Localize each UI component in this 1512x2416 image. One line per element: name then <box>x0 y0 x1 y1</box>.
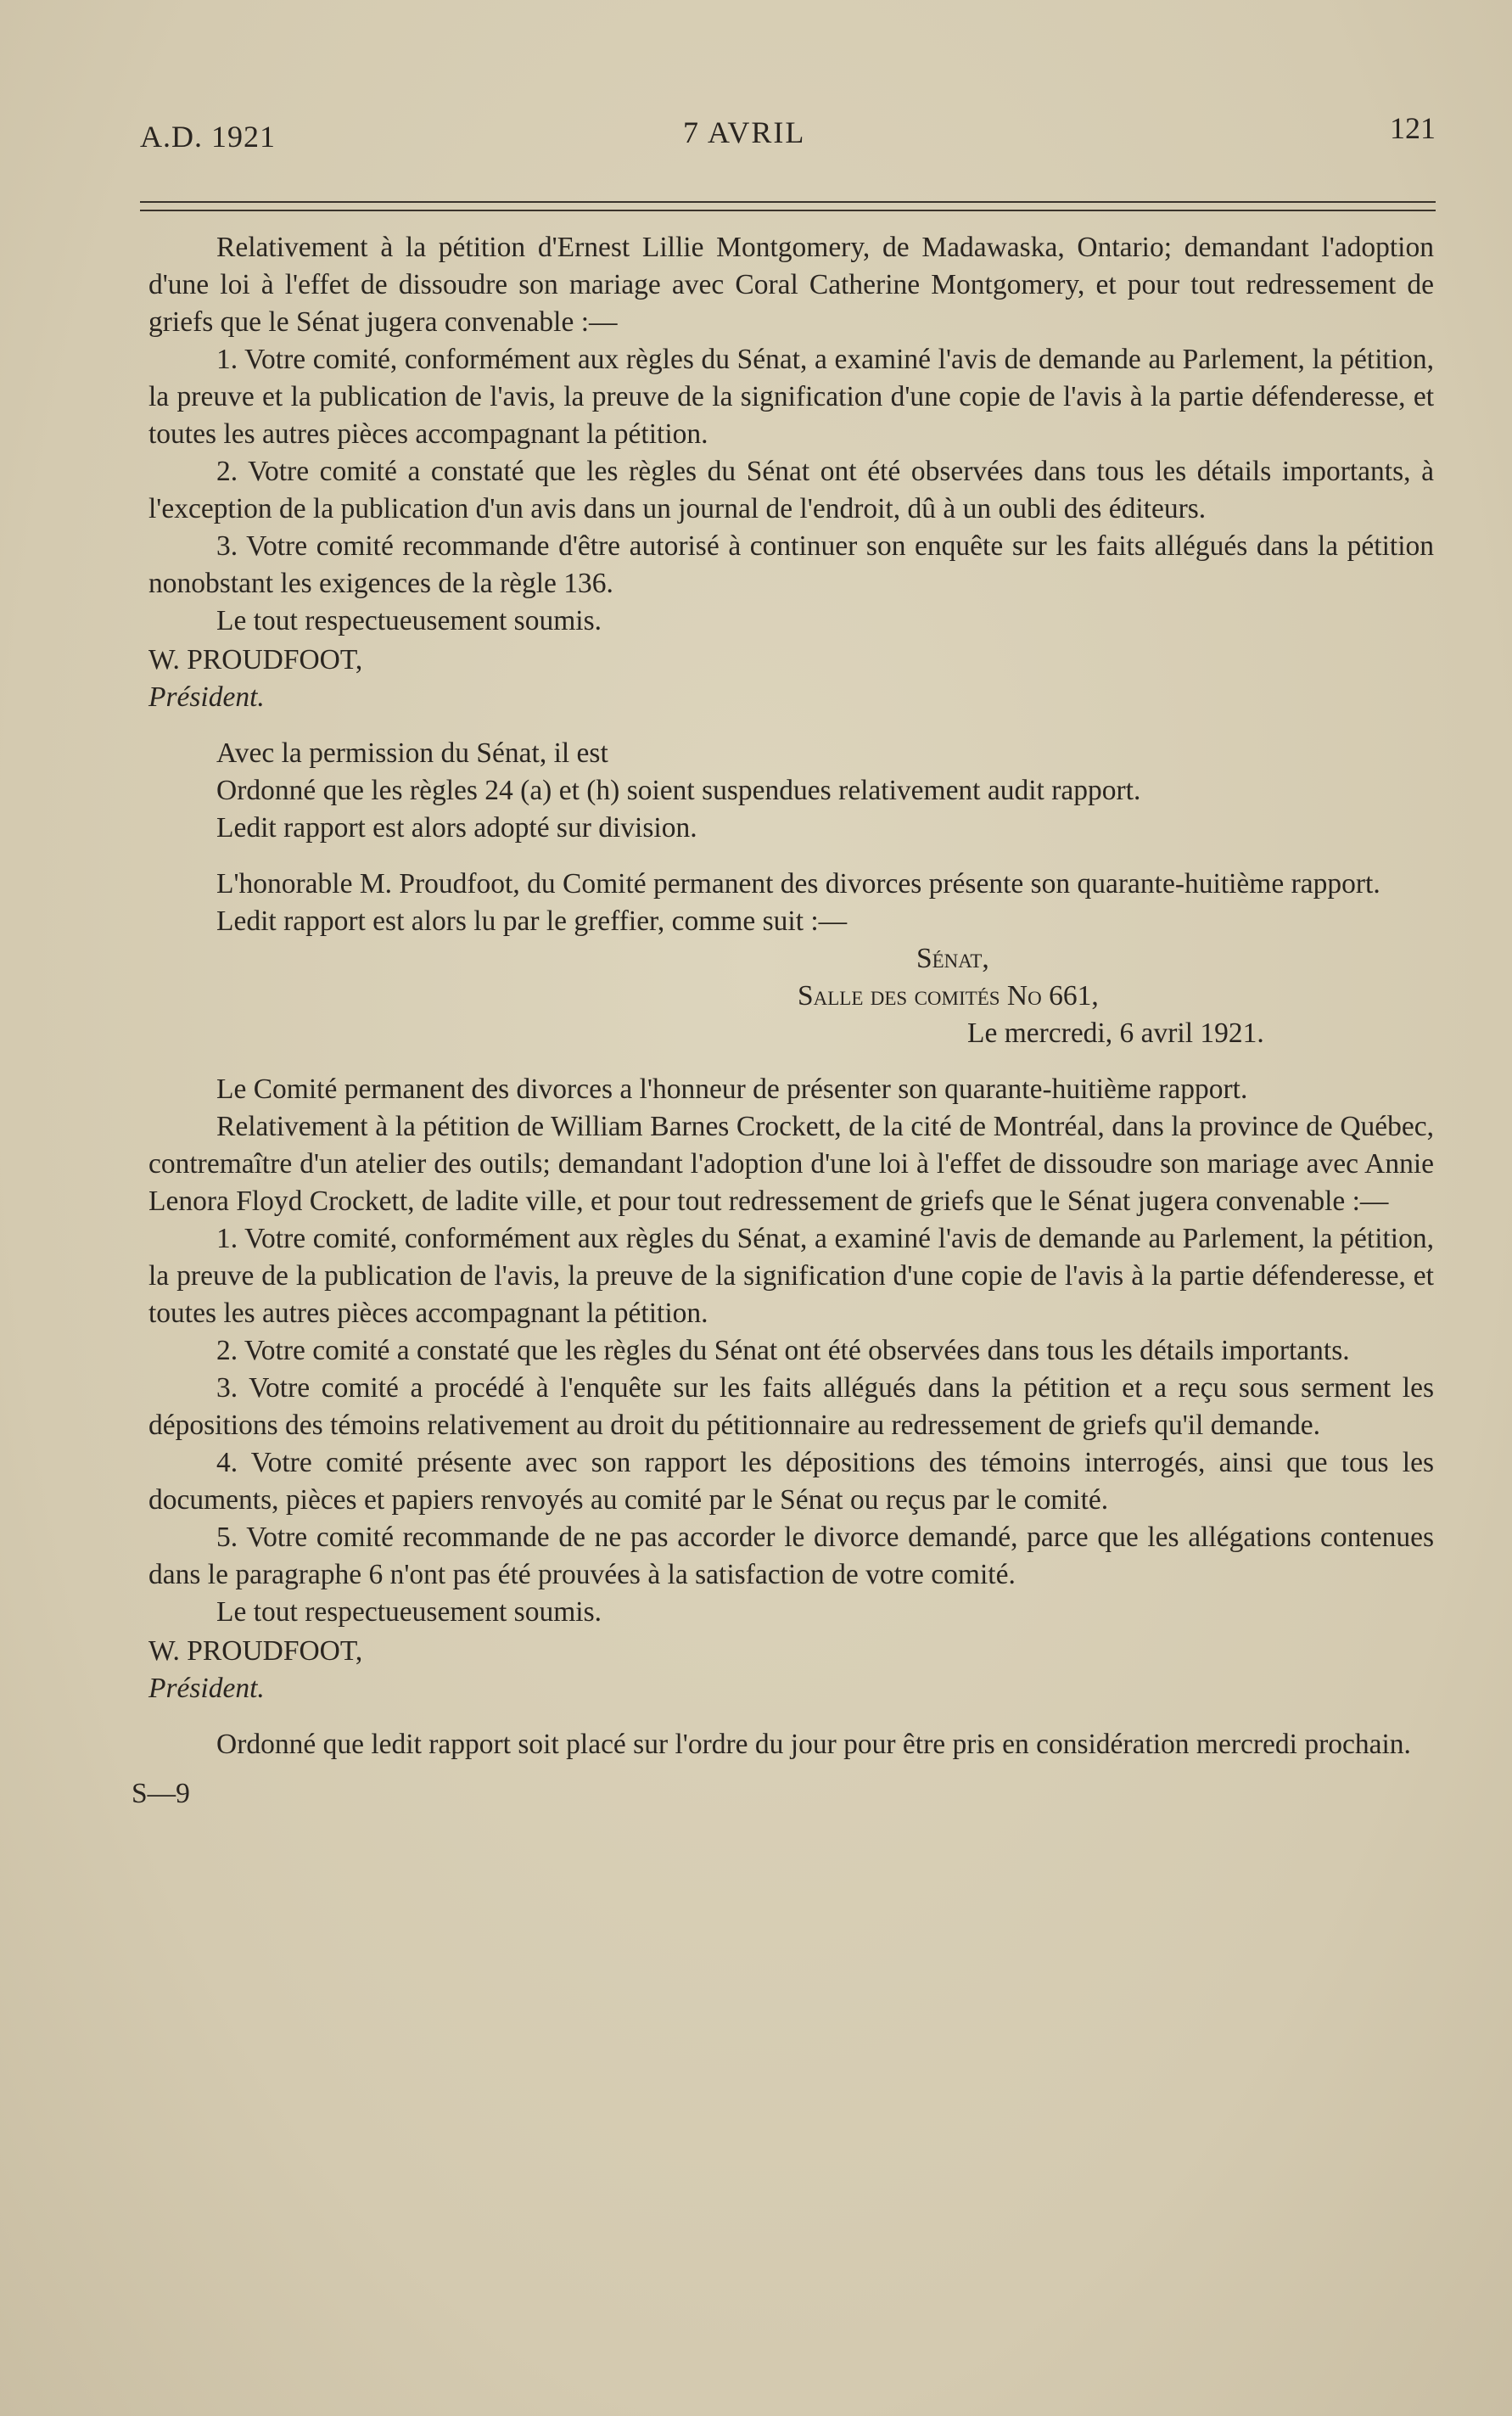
report2-item5: 5. Votre comité recommande de ne pas accorder le divorce demandé, parce que les allégations contenues dans le paragraphe 6 n'ont pas été prouvées à la satisfaction de votre comité. <box>148 1522 1434 1590</box>
presentation <box>148 866 1434 940</box>
report2-signature: W. PROUDFOOT, <box>148 1635 363 1667</box>
report2-title: Président. <box>148 1673 265 1704</box>
presentation-read: Ledit rapport est alors lu par le greffier, comme suit :— <box>216 905 848 937</box>
report2-date: Le mercredi, 6 avril 1921. <box>967 1017 1264 1049</box>
report2-intro: Relativement à la pétition de William Barnes Crockett, de la cité de Montréal, dans la province de Québec, contremaître d'un atelier des outils; demandant l'adoption d'une loi à l'effet de dissoudre son mariage avec Annie Lenora Floyd Crockett, de ladite ville, et pour tout redressement de griefs que le Sénat jugera convenable :— <box>148 1111 1434 1217</box>
header-rule-bottom <box>140 210 1436 211</box>
report1-title: Président. <box>148 681 265 713</box>
running-header <box>140 110 1436 153</box>
page-body <box>132 229 1434 1813</box>
report2-heading-senat: Sénat, <box>916 943 989 974</box>
page-number: 121 <box>1390 111 1436 145</box>
order-text: Ordonné que ledit rapport soit placé sur l'ordre du jour pour être pris en considération mercredi prochain. <box>216 1729 1411 1760</box>
report2-opening: Le Comité permanent des divorces a l'honneur de présenter son quarante-huitième rapport. <box>216 1073 1248 1105</box>
header-year: A.D. 1921 <box>140 120 276 154</box>
report2-item4: 4. Votre comité présente avec son rapport les dépositions des témoins interrogés, ainsi que tous les documents, pièces et papiers renvoyés au comité par le Sénat ou reçus par le comité. <box>148 1447 1434 1516</box>
report1-item3: 3. Votre comité recommande d'être autorisé à continuer son enquête sur les faits allégués dans la pétition nonobstant les exigences de la règle 136. <box>148 530 1434 599</box>
report2-closing: Le tout respectueusement soumis. <box>216 1596 602 1628</box>
report2-heading-salle: Salle des comités No 661, <box>798 980 1099 1012</box>
header-rule-top <box>140 201 1436 203</box>
proceedings1-line3: Ledit rapport est alors adopté sur division. <box>216 812 697 844</box>
report1-intro: Relativement à la pétition d'Ernest Lillie Montgomery, de Madawaska, Ontario; demandant l'adoption d'une loi à l'effet de dissoudre son mariage avec Coral Catherine Montgomery, et pour tout redressement de griefs que le Sénat jugera convenable :— <box>148 232 1434 338</box>
proceedings1-line2: Ordonné que les règles 24 (a) et (h) soient suspendues relativement audit rapport. <box>216 775 1141 806</box>
report1-closing: Le tout respectueusement soumis. <box>216 605 602 636</box>
report2-item2: 2. Votre comité a constaté que les règles du Sénat ont été observées dans tous les détails importants. <box>216 1335 1350 1366</box>
report1-signature: W. PROUDFOOT, <box>148 644 363 675</box>
report2-item1: 1. Votre comité, conformément aux règles du Sénat, a examiné l'avis de demande au Parlement, la pétition, la preuve de la publication de l'avis, la preuve de la signification d'une copie de l'avis à la partie défenderesse, et toutes les autres pièces accompagnant la pétition. <box>148 1223 1434 1329</box>
header-date: 7 AVRIL <box>683 115 806 149</box>
proceedings1-line1: Avec la permission du Sénat, il est <box>216 737 608 769</box>
report-crockett <box>148 940 1434 1707</box>
report2-item3: 3. Votre comité a procédé à l'enquête sur les faits allégués dans la pétition et a reçu sous serment les dépositions des témoins relativement au droit du pétitionnaire au redressement de griefs qu'il demande. <box>148 1372 1434 1441</box>
presentation-text: L'honorable M. Proudfoot, du Comité permanent des divorces présente son quarante-huitième rapport. <box>216 868 1380 900</box>
report1-item2: 2. Votre comité a constaté que les règles du Sénat ont été observées dans tous les détails importants, à l'exception de la publication d'un avis dans un journal de l'endroit, dû à un oubli des éditeurs. <box>148 456 1434 524</box>
report1-item1: 1. Votre comité, conformément aux règles du Sénat, a examiné l'avis de demande au Parlement, la pétition, la preuve et la publication de l'avis, la preuve de la signification d'une copie de l'avis à la partie défenderesse, et toutes les autres pièces accompagnant la pétition. <box>148 344 1434 450</box>
proceedings-montgomery <box>148 735 1434 847</box>
folio-signature-mark: S—9 <box>132 1778 190 1809</box>
report-montgomery <box>148 229 1434 716</box>
